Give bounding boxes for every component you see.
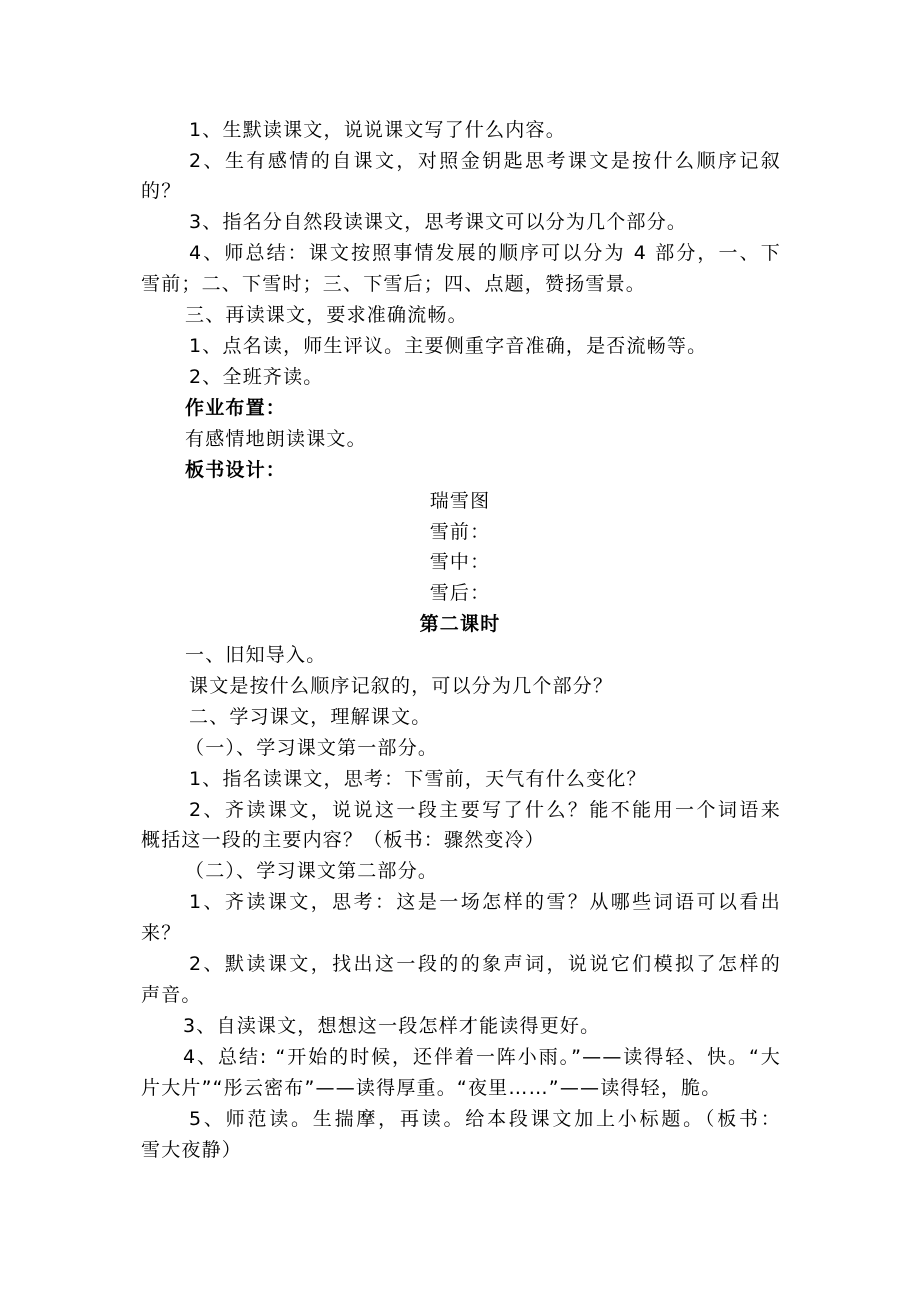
text-line: 3、指名分自然段读课文，思考课文可以分为几个部分。	[189, 211, 688, 233]
text-line: 1、生默读课文，说说课文写了什么内容。	[189, 119, 566, 141]
text-line: 的？	[141, 180, 182, 202]
text-line: 课文是按什么顺序记叙的，可以分为几个部分？	[189, 675, 614, 697]
text-line: （二）、学习课文第二部分。	[185, 860, 439, 882]
text-line: 声音。	[141, 984, 202, 1006]
board-item: 雪后：	[429, 582, 491, 604]
board-item: 雪中：	[429, 551, 491, 573]
text-line: （一）、学习课文第一部分。	[185, 737, 439, 759]
text-line: 4、总结: “开始的时候，还伴着一阵小雨。”——读得轻、快。“大	[183, 1046, 781, 1068]
text-line: 有感情地朗读课文。	[185, 428, 367, 450]
text-line: 三、再读课文，要求准确流畅。	[185, 304, 468, 326]
text-line: 概括这一段的主要内容？（板书：骤然变冷）	[141, 829, 546, 851]
text-line: 2、默读课文，找出这一段的的象声词，说说它们模拟了怎样的	[189, 953, 781, 975]
text-line: 二、学习课文，理解课文。	[189, 706, 432, 728]
board-item: 雪前：	[429, 521, 491, 543]
text-line: 2、全班齐读。	[189, 366, 324, 388]
text-line: 1、指名读课文，思考：下雪前，天气有什么变化？	[189, 768, 647, 790]
section-heading-homework: 作业布置：	[185, 397, 287, 419]
text-line: 4、师总结：课文按照事情发展的顺序可以分为 4 部分，一、下	[189, 242, 781, 264]
text-line: 1、点名读，师生评议。主要侧重字音准确，是否流畅等。	[189, 335, 708, 357]
text-line: 雪前；二、下雪时；三、下雪后；四、点题，赞扬雪景。	[141, 273, 647, 295]
text-line: 片大片”“彤云密布”——读得厚重。“夜里……”——读得轻，脆。	[141, 1077, 722, 1099]
lesson-heading: 第二课时	[419, 613, 501, 635]
text-line: 3、自渎课文，想想这一段怎样才能读得更好。	[183, 1015, 601, 1037]
text-line: 1、齐读课文，思考：这是一场怎样的雪？从哪些词语可以看出	[189, 891, 781, 913]
text-line: 2、齐读课文，说说这一段主要写了什么？能不能用一个词语来	[189, 799, 781, 821]
text-line: 2、生有感情的自课文，对照金钥匙思考课文是按什么顺序记叙	[189, 150, 781, 172]
text-line: 雪大夜静）	[141, 1139, 243, 1161]
section-heading-board-design: 板书设计：	[185, 459, 287, 481]
board-title: 瑞雪图	[429, 490, 491, 512]
text-line: 5、师范读。生揣摩，再读。给本段课文加上小标题。（板书：	[189, 1108, 781, 1130]
text-line: 一、旧知导入。	[185, 644, 327, 666]
text-line: 来？	[141, 922, 182, 944]
